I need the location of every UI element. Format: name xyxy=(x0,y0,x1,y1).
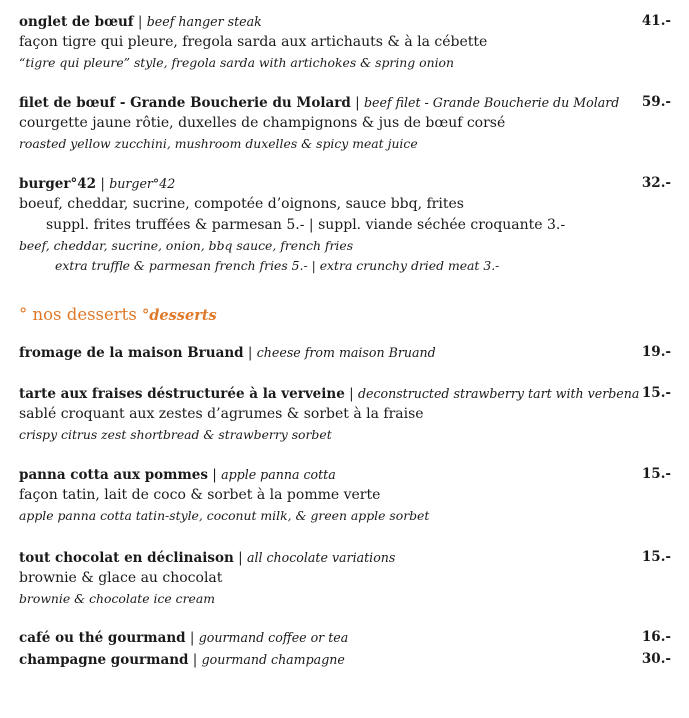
item-price: 59.- xyxy=(641,94,671,110)
dessert-item-champagne xyxy=(19,649,671,670)
item-name-en: gourmand coffee or tea xyxy=(198,630,349,645)
item-separator: | xyxy=(344,386,358,402)
section-title-en: °desserts xyxy=(142,307,217,324)
section-title-fr: ° nos desserts xyxy=(19,305,137,324)
item-desc-en: beef, cheddar, sucrine, onion, bbq sauce, french fries xyxy=(19,238,354,253)
item-separator: | xyxy=(350,95,364,111)
item-desc-fr: sablé croquant aux zestes d’agrumes & sorbet à la fraise xyxy=(19,406,424,422)
item-separator: | xyxy=(207,467,222,483)
item-name-en: beef filet - Grande Boucherie du Molard xyxy=(363,95,620,110)
item-name-en: apple panna cotta xyxy=(221,467,336,482)
item-price: 32.- xyxy=(641,175,671,191)
item-supplements-fr: suppl. frites truffées & parmesan 5.- | suppl. viande séchée croquante 3.- xyxy=(46,217,566,233)
item-separator: | xyxy=(233,550,247,566)
item-desc-fr: façon tatin, lait de coco & sorbet à la pomme verte xyxy=(19,487,381,503)
item-name-en: deconstructed strawberry tart with verbena xyxy=(357,386,640,401)
item-price: 15.- xyxy=(641,549,671,565)
item-name-fr: onglet de bœuf xyxy=(19,14,134,30)
item-desc-fr: brownie & glace au chocolat xyxy=(19,570,223,586)
dessert-item-tarte xyxy=(19,383,671,445)
item-separator: | xyxy=(188,652,202,668)
item-desc-fr: boeuf, cheddar, sucrine, compotée d’oignons, sauce bbq, frites xyxy=(19,196,464,212)
item-separator: | xyxy=(96,176,110,192)
menu-item-filet xyxy=(19,92,671,154)
dessert-item-chocolat xyxy=(19,547,671,609)
item-desc-en: crispy citrus zest shortbread & strawberry sorbet xyxy=(19,427,332,442)
item-name-fr: burger°42 xyxy=(19,176,97,192)
item-desc-en: brownie & chocolate ice cream xyxy=(19,591,215,606)
menu-item-onglet xyxy=(19,11,671,73)
item-name-fr: filet de bœuf - Grande Boucherie du Molard xyxy=(19,95,351,111)
item-desc-en: apple panna cotta tatin-style, coconut milk, & green apple sorbet xyxy=(19,508,430,523)
item-price: 16.- xyxy=(641,629,671,645)
item-separator: | xyxy=(133,14,147,30)
item-desc-en: “tigre qui pleure” style, fregola sarda with artichokes & spring onion xyxy=(19,55,454,70)
item-name-fr: tout chocolat en déclinaison xyxy=(19,550,234,566)
item-name-fr: champagne gourmand xyxy=(19,652,189,668)
item-name-en: cheese from maison Bruand xyxy=(256,345,436,360)
item-name-en: beef hanger steak xyxy=(146,14,262,29)
item-desc-en: roasted yellow zucchini, mushroom duxelles & spicy meat juice xyxy=(19,136,418,151)
section-header-desserts xyxy=(19,305,217,324)
item-name-fr: panna cotta aux pommes xyxy=(19,467,208,483)
item-separator: | xyxy=(243,345,257,361)
item-price: 15.- xyxy=(641,466,671,482)
item-desc-fr: façon tigre qui pleure, fregola sarda aux artichauts & à la cébette xyxy=(19,34,488,50)
item-name-en: gourmand champagne xyxy=(201,652,345,667)
item-price: 19.- xyxy=(641,344,671,360)
dessert-item-fromage xyxy=(19,342,671,363)
item-price: 15.- xyxy=(641,385,671,401)
menu-item-burger xyxy=(19,173,671,276)
item-desc-fr: courgette jaune rôtie, duxelles de champignons & jus de bœuf corsé xyxy=(19,115,506,131)
item-name-fr: café ou thé gourmand xyxy=(19,630,186,646)
dessert-item-panna-cotta xyxy=(19,464,671,526)
item-supplements-en: extra truffle & parmesan french fries 5.- | extra crunchy dried meat 3.- xyxy=(55,258,500,273)
item-price: 30.- xyxy=(641,651,671,667)
item-price: 41.- xyxy=(641,13,671,29)
item-name-en: burger°42 xyxy=(109,176,176,191)
item-name-fr: fromage de la maison Bruand xyxy=(19,345,244,361)
item-name-en: all chocolate variations xyxy=(246,550,396,565)
item-name-fr: tarte aux fraises déstructurée à la verveine xyxy=(19,386,345,402)
dessert-item-cafe xyxy=(19,627,671,648)
item-separator: | xyxy=(185,630,199,646)
